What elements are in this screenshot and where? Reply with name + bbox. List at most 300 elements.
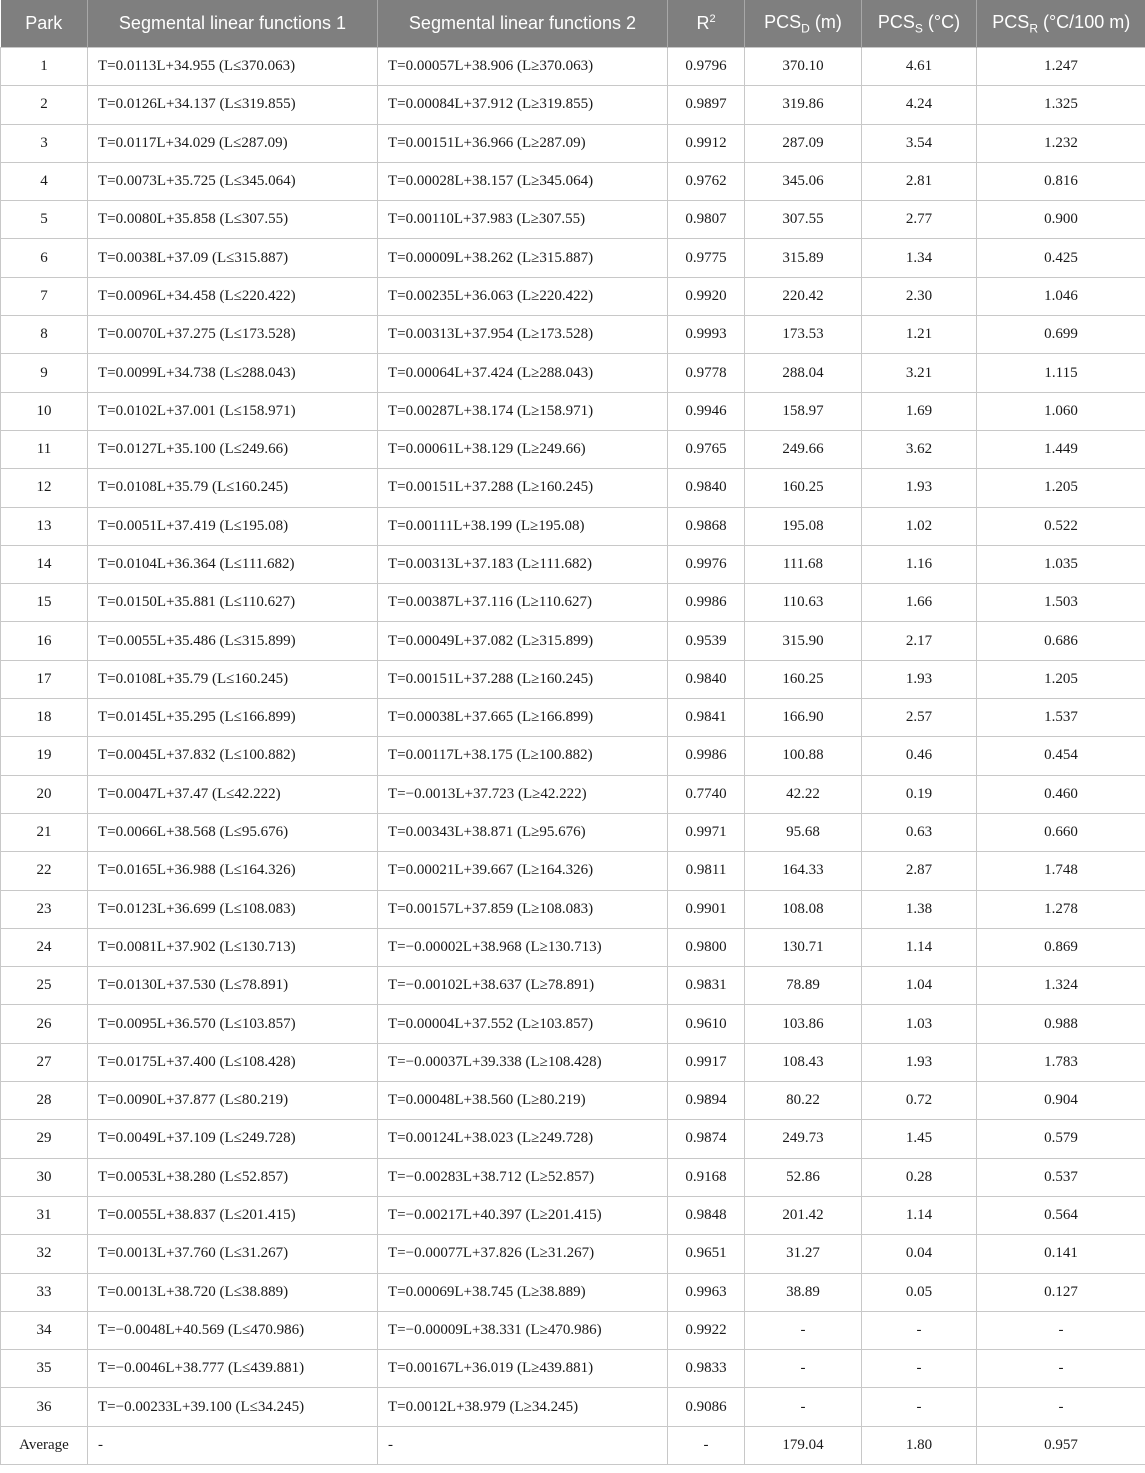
cell-seg-function-2: T=0.00151L+36.966 (L≥287.09): [378, 124, 668, 162]
header-r2-sup: 2: [709, 13, 716, 25]
header-park-label: Park: [25, 13, 63, 33]
cell-pcs-r: 0.579: [977, 1120, 1145, 1158]
table-row: [1, 1082, 1145, 1120]
cell-pcs-d: 179.04: [745, 1426, 862, 1464]
cell-park: 6: [1, 239, 88, 277]
cell-pcs-s: 2.57: [862, 699, 977, 737]
cell-pcs-r: 1.503: [977, 584, 1145, 622]
table-row: [1, 354, 1145, 392]
cell-seg-function-2: T=0.00157L+37.859 (L≥108.083): [378, 890, 668, 928]
cell-pcs-s: 2.30: [862, 277, 977, 315]
cell-park: 22: [1, 852, 88, 890]
cell-park: 19: [1, 737, 88, 775]
cell-r-squared: 0.9651: [668, 1235, 745, 1273]
cell-seg-function-2: T=0.00048L+38.560 (L≥80.219): [378, 1082, 668, 1120]
table-row: [1, 162, 1145, 200]
cell-seg-function-2: T=0.00117L+38.175 (L≥100.882): [378, 737, 668, 775]
cell-pcs-r: 0.816: [977, 162, 1145, 200]
cell-pcs-s: 1.66: [862, 584, 977, 622]
cell-pcs-r: 0.564: [977, 1196, 1145, 1234]
cell-park: 10: [1, 392, 88, 430]
cell-seg-function-1: T=0.0013L+38.720 (L≤38.889): [88, 1273, 378, 1311]
cell-pcs-s: 2.77: [862, 201, 977, 239]
cell-pcs-d: 166.90: [745, 699, 862, 737]
header-pcss: [862, 0, 977, 48]
cell-seg-function-1: T=0.0013L+37.760 (L≤31.267): [88, 1235, 378, 1273]
cell-seg-function-2: T=−0.00102L+38.637 (L≥78.891): [378, 967, 668, 1005]
cell-pcs-s: 1.93: [862, 1043, 977, 1081]
cell-pcs-s: -: [862, 1311, 977, 1349]
cell-r-squared: 0.9917: [668, 1043, 745, 1081]
table-row: [1, 890, 1145, 928]
table-row: [1, 1196, 1145, 1234]
cell-pcs-r: 0.127: [977, 1273, 1145, 1311]
cell-pcs-d: 78.89: [745, 967, 862, 1005]
cell-park: 20: [1, 775, 88, 813]
cell-r-squared: 0.9874: [668, 1120, 745, 1158]
cell-seg-function-1: T=0.0073L+35.725 (L≤345.064): [88, 162, 378, 200]
cell-seg-function-2: T=0.00313L+37.183 (L≥111.682): [378, 545, 668, 583]
cell-pcs-r: 0.686: [977, 622, 1145, 660]
cell-seg-function-2: T=0.00021L+39.667 (L≥164.326): [378, 852, 668, 890]
cell-park: Average: [1, 1426, 88, 1464]
cell-park: 16: [1, 622, 88, 660]
cell-pcs-r: 1.325: [977, 86, 1145, 124]
cell-seg-function-1: T=0.0055L+38.837 (L≤201.415): [88, 1196, 378, 1234]
cell-pcs-d: 220.42: [745, 277, 862, 315]
cell-pcs-r: 1.324: [977, 967, 1145, 1005]
header-pcss-base: PCS: [877, 11, 915, 32]
table-row: [1, 737, 1145, 775]
cell-r-squared: 0.9894: [668, 1082, 745, 1120]
cell-r-squared: 0.9976: [668, 545, 745, 583]
table-row: [1, 1235, 1145, 1273]
cell-r-squared: 0.9993: [668, 316, 745, 354]
cell-r-squared: 0.7740: [668, 775, 745, 813]
cell-seg-function-1: T=0.0130L+37.530 (L≤78.891): [88, 967, 378, 1005]
header-pcsr: [977, 0, 1145, 48]
cell-park: 30: [1, 1158, 88, 1196]
cell-r-squared: 0.9901: [668, 890, 745, 928]
cell-pcs-r: 0.141: [977, 1235, 1145, 1273]
cell-pcs-d: 370.10: [745, 48, 862, 86]
cell-r-squared: 0.9971: [668, 813, 745, 851]
table-row: [1, 1120, 1145, 1158]
cell-park: 13: [1, 507, 88, 545]
cell-r-squared: 0.9831: [668, 967, 745, 1005]
cell-seg-function-2: T=0.00387L+37.116 (L≥110.627): [378, 584, 668, 622]
table-row: [1, 1158, 1145, 1196]
cell-seg-function-2: T=0.00069L+38.745 (L≥38.889): [378, 1273, 668, 1311]
cell-pcs-d: 249.66: [745, 430, 862, 468]
cell-pcs-s: 0.72: [862, 1082, 977, 1120]
cell-park: 14: [1, 545, 88, 583]
cell-pcs-s: 0.63: [862, 813, 977, 851]
cell-pcs-r: 1.278: [977, 890, 1145, 928]
cell-r-squared: 0.9168: [668, 1158, 745, 1196]
cell-pcs-s: 0.28: [862, 1158, 977, 1196]
cell-pcs-d: 201.42: [745, 1196, 862, 1234]
cell-pcs-s: 2.81: [862, 162, 977, 200]
cell-seg-function-2: T=−0.00002L+38.968 (L≥130.713): [378, 928, 668, 966]
cell-seg-function-1: T=0.0126L+34.137 (L≤319.855): [88, 86, 378, 124]
table-row: [1, 1043, 1145, 1081]
cell-pcs-d: 307.55: [745, 201, 862, 239]
cell-park: 25: [1, 967, 88, 1005]
cell-pcs-r: 0.957: [977, 1426, 1145, 1464]
cell-pcs-d: 95.68: [745, 813, 862, 851]
cell-park: 15: [1, 584, 88, 622]
table-row: [1, 584, 1145, 622]
cell-pcs-d: 38.89: [745, 1273, 862, 1311]
header-pcsd-base: PCS: [764, 11, 802, 32]
cell-pcs-d: 100.88: [745, 737, 862, 775]
header-seg2-label: Segmental linear functions 2: [408, 13, 637, 33]
cell-pcs-r: 0.904: [977, 1082, 1145, 1120]
cell-pcs-r: 1.060: [977, 392, 1145, 430]
cell-park: 3: [1, 124, 88, 162]
cell-park: 11: [1, 430, 88, 468]
cell-seg-function-1: T=0.0080L+35.858 (L≤307.55): [88, 201, 378, 239]
cell-r-squared: 0.9807: [668, 201, 745, 239]
cell-pcs-r: 0.699: [977, 316, 1145, 354]
cell-seg-function-1: T=−0.00233L+39.100 (L≤34.245): [88, 1388, 378, 1426]
cell-seg-function-2: T=0.0012L+38.979 (L≥34.245): [378, 1388, 668, 1426]
cell-r-squared: 0.9986: [668, 584, 745, 622]
cell-pcs-d: 287.09: [745, 124, 862, 162]
cell-pcs-d: 315.90: [745, 622, 862, 660]
cell-r-squared: 0.9775: [668, 239, 745, 277]
cell-pcs-s: -: [862, 1350, 977, 1388]
table-row: [1, 660, 1145, 698]
cell-park: 28: [1, 1082, 88, 1120]
cell-pcs-d: 173.53: [745, 316, 862, 354]
cell-pcs-r: 0.522: [977, 507, 1145, 545]
cell-seg-function-2: T=0.00057L+38.906 (L≥370.063): [378, 48, 668, 86]
cell-seg-function-2: T=0.00061L+38.129 (L≥249.66): [378, 430, 668, 468]
cell-park: 26: [1, 1005, 88, 1043]
cell-seg-function-2: T=0.00064L+37.424 (L≥288.043): [378, 354, 668, 392]
cell-pcs-s: 1.93: [862, 660, 977, 698]
table-body: [1, 48, 1145, 1465]
table-row: [1, 316, 1145, 354]
header-pcss-unit: (°C): [922, 11, 961, 32]
table-row: [1, 545, 1145, 583]
cell-r-squared: 0.9897: [668, 86, 745, 124]
cell-pcs-d: -: [745, 1388, 862, 1426]
cell-park: 24: [1, 928, 88, 966]
cell-pcs-r: 1.046: [977, 277, 1145, 315]
cell-pcs-s: 1.21: [862, 316, 977, 354]
cell-pcs-d: 130.71: [745, 928, 862, 966]
cell-pcs-d: 103.86: [745, 1005, 862, 1043]
cell-r-squared: 0.9811: [668, 852, 745, 890]
header-seg2: [378, 0, 668, 48]
cell-r-squared: 0.9610: [668, 1005, 745, 1043]
cell-pcs-r: -: [977, 1388, 1145, 1426]
table-header: [1, 0, 1145, 48]
cell-r-squared: 0.9922: [668, 1311, 745, 1349]
cell-pcs-d: 158.97: [745, 392, 862, 430]
cell-seg-function-2: T=0.00004L+37.552 (L≥103.857): [378, 1005, 668, 1043]
cell-pcs-r: 0.425: [977, 239, 1145, 277]
table-row: [1, 775, 1145, 813]
table-row: [1, 1388, 1145, 1426]
cell-seg-function-1: T=0.0104L+36.364 (L≤111.682): [88, 545, 378, 583]
cell-park: 2: [1, 86, 88, 124]
cell-r-squared: 0.9086: [668, 1388, 745, 1426]
cell-pcs-r: 1.449: [977, 430, 1145, 468]
cell-seg-function-2: T=−0.00217L+40.397 (L≥201.415): [378, 1196, 668, 1234]
cell-r-squared: 0.9963: [668, 1273, 745, 1311]
table-row: [1, 1311, 1145, 1349]
cell-pcs-r: 1.035: [977, 545, 1145, 583]
cell-seg-function-2: T=−0.00283L+38.712 (L≥52.857): [378, 1158, 668, 1196]
cell-pcs-s: 1.93: [862, 469, 977, 507]
cell-r-squared: 0.9796: [668, 48, 745, 86]
cell-seg-function-2: T=−0.00077L+37.826 (L≥31.267): [378, 1235, 668, 1273]
cell-pcs-s: 1.38: [862, 890, 977, 928]
cell-pcs-r: -: [977, 1350, 1145, 1388]
header-r2: [668, 0, 745, 48]
table-row: [1, 392, 1145, 430]
cell-seg-function-1: T=0.0150L+35.881 (L≤110.627): [88, 584, 378, 622]
cell-pcs-s: 2.87: [862, 852, 977, 890]
table-row: [1, 86, 1145, 124]
cell-seg-function-2: T=0.00038L+37.665 (L≥166.899): [378, 699, 668, 737]
cell-seg-function-1: T=0.0102L+37.001 (L≤158.971): [88, 392, 378, 430]
cell-seg-function-2: T=0.00151L+37.288 (L≥160.245): [378, 660, 668, 698]
table-row: [1, 1273, 1145, 1311]
cell-pcs-s: 1.34: [862, 239, 977, 277]
cell-seg-function-2: T=0.00151L+37.288 (L≥160.245): [378, 469, 668, 507]
cell-seg-function-1: -: [88, 1426, 378, 1464]
cell-r-squared: 0.9765: [668, 430, 745, 468]
header-pcsd-unit: (m): [809, 11, 842, 32]
cell-seg-function-2: T=−0.00009L+38.331 (L≥470.986): [378, 1311, 668, 1349]
cell-seg-function-2: T=0.00235L+36.063 (L≥220.422): [378, 277, 668, 315]
cell-park: 4: [1, 162, 88, 200]
cell-seg-function-1: T=0.0127L+35.100 (L≤249.66): [88, 430, 378, 468]
cell-pcs-d: 195.08: [745, 507, 862, 545]
cell-seg-function-2: T=0.00028L+38.157 (L≥345.064): [378, 162, 668, 200]
cell-pcs-s: 1.80: [862, 1426, 977, 1464]
cell-pcs-r: -: [977, 1311, 1145, 1349]
cell-seg-function-1: T=0.0053L+38.280 (L≤52.857): [88, 1158, 378, 1196]
cell-pcs-r: 0.537: [977, 1158, 1145, 1196]
table-row: [1, 430, 1145, 468]
header-pcsd-sub: D: [801, 21, 810, 36]
cell-seg-function-1: T=0.0038L+37.09 (L≤315.887): [88, 239, 378, 277]
cell-pcs-s: 1.45: [862, 1120, 977, 1158]
cell-seg-function-2: T=−0.00037L+39.338 (L≥108.428): [378, 1043, 668, 1081]
cell-park: 8: [1, 316, 88, 354]
cell-seg-function-2: T=0.00124L+38.023 (L≥249.728): [378, 1120, 668, 1158]
cell-r-squared: 0.9840: [668, 660, 745, 698]
cell-r-squared: 0.9920: [668, 277, 745, 315]
cell-seg-function-1: T=0.0108L+35.79 (L≤160.245): [88, 469, 378, 507]
cell-pcs-d: 110.63: [745, 584, 862, 622]
cell-pcs-r: 1.232: [977, 124, 1145, 162]
cell-pcs-r: 1.537: [977, 699, 1145, 737]
cell-pcs-r: 1.205: [977, 469, 1145, 507]
cell-pcs-s: 1.03: [862, 1005, 977, 1043]
cell-seg-function-1: T=0.0108L+35.79 (L≤160.245): [88, 660, 378, 698]
table-row: [1, 124, 1145, 162]
cell-pcs-d: 249.73: [745, 1120, 862, 1158]
table-row: [1, 1426, 1145, 1464]
cell-park: 33: [1, 1273, 88, 1311]
cell-pcs-r: 1.247: [977, 48, 1145, 86]
header-park: [1, 0, 88, 48]
cell-pcs-d: 288.04: [745, 354, 862, 392]
header-seg1: [88, 0, 378, 48]
cell-r-squared: 0.9986: [668, 737, 745, 775]
table-row: [1, 813, 1145, 851]
cell-seg-function-2: T=0.00287L+38.174 (L≥158.971): [378, 392, 668, 430]
cell-seg-function-1: T=0.0175L+37.400 (L≤108.428): [88, 1043, 378, 1081]
cell-seg-function-1: T=0.0096L+34.458 (L≤220.422): [88, 277, 378, 315]
cell-pcs-s: 1.04: [862, 967, 977, 1005]
cell-pcs-s: 3.54: [862, 124, 977, 162]
table-row: [1, 852, 1145, 890]
cell-park: 1: [1, 48, 88, 86]
cell-r-squared: 0.9868: [668, 507, 745, 545]
cell-park: 12: [1, 469, 88, 507]
cell-r-squared: 0.9800: [668, 928, 745, 966]
cell-pcs-s: 1.16: [862, 545, 977, 583]
cell-seg-function-1: T=0.0051L+37.419 (L≤195.08): [88, 507, 378, 545]
table-row: [1, 1350, 1145, 1388]
cell-seg-function-1: T=0.0165L+36.988 (L≤164.326): [88, 852, 378, 890]
cell-park: 29: [1, 1120, 88, 1158]
cell-pcs-d: 80.22: [745, 1082, 862, 1120]
cell-pcs-s: 0.05: [862, 1273, 977, 1311]
cell-pcs-d: 111.68: [745, 545, 862, 583]
cell-pcs-s: 1.02: [862, 507, 977, 545]
cell-pcs-r: 1.748: [977, 852, 1145, 890]
cell-pcs-d: -: [745, 1311, 862, 1349]
cell-pcs-r: 0.900: [977, 201, 1145, 239]
cell-r-squared: 0.9946: [668, 392, 745, 430]
header-pcsr-unit: (°C/100 m): [1037, 11, 1131, 32]
header-seg1-label: Segmental linear functions 1: [118, 13, 347, 33]
cell-seg-function-1: T=0.0090L+37.877 (L≤80.219): [88, 1082, 378, 1120]
cell-seg-function-1: T=0.0070L+37.275 (L≤173.528): [88, 316, 378, 354]
cell-seg-function-1: T=0.0049L+37.109 (L≤249.728): [88, 1120, 378, 1158]
cell-park: 17: [1, 660, 88, 698]
cell-pcs-r: 0.869: [977, 928, 1145, 966]
cell-pcs-r: 0.460: [977, 775, 1145, 813]
cell-seg-function-1: T=0.0081L+37.902 (L≤130.713): [88, 928, 378, 966]
cell-r-squared: 0.9848: [668, 1196, 745, 1234]
cell-pcs-s: 1.14: [862, 1196, 977, 1234]
cell-seg-function-1: T=0.0113L+34.955 (L≤370.063): [88, 48, 378, 86]
cell-pcs-d: 319.86: [745, 86, 862, 124]
table-row: [1, 48, 1145, 86]
table-row: [1, 622, 1145, 660]
cell-pcs-s: 3.62: [862, 430, 977, 468]
table-row: [1, 277, 1145, 315]
cell-pcs-d: 31.27: [745, 1235, 862, 1273]
cell-park: 23: [1, 890, 88, 928]
cell-seg-function-2: T=0.00167L+36.019 (L≥439.881): [378, 1350, 668, 1388]
cell-pcs-r: 1.783: [977, 1043, 1145, 1081]
cell-pcs-d: 160.25: [745, 469, 862, 507]
cell-pcs-d: 108.43: [745, 1043, 862, 1081]
cell-pcs-r: 0.988: [977, 1005, 1145, 1043]
cell-pcs-s: -: [862, 1388, 977, 1426]
cell-pcs-r: 0.660: [977, 813, 1145, 851]
cell-pcs-d: 42.22: [745, 775, 862, 813]
cell-park: 32: [1, 1235, 88, 1273]
table-row: [1, 469, 1145, 507]
cell-park: 31: [1, 1196, 88, 1234]
cell-pcs-d: 345.06: [745, 162, 862, 200]
cell-pcs-s: 0.04: [862, 1235, 977, 1273]
cell-seg-function-2: -: [378, 1426, 668, 1464]
cell-r-squared: 0.9840: [668, 469, 745, 507]
cell-pcs-d: 52.86: [745, 1158, 862, 1196]
cell-park: 5: [1, 201, 88, 239]
cell-pcs-s: 0.46: [862, 737, 977, 775]
table-row: [1, 507, 1145, 545]
cell-park: 18: [1, 699, 88, 737]
cell-seg-function-2: T=0.00049L+37.082 (L≥315.899): [378, 622, 668, 660]
cell-seg-function-1: T=0.0047L+37.47 (L≤42.222): [88, 775, 378, 813]
cell-r-squared: 0.9762: [668, 162, 745, 200]
table-row: [1, 967, 1145, 1005]
table-row: [1, 201, 1145, 239]
cell-seg-function-2: T=0.00110L+37.983 (L≥307.55): [378, 201, 668, 239]
cell-seg-function-2: T=0.00313L+37.954 (L≥173.528): [378, 316, 668, 354]
table-row: [1, 239, 1145, 277]
table-row: [1, 699, 1145, 737]
cell-pcs-s: 2.17: [862, 622, 977, 660]
cell-pcs-r: 0.454: [977, 737, 1145, 775]
cell-pcs-d: 160.25: [745, 660, 862, 698]
cell-pcs-s: 0.19: [862, 775, 977, 813]
cell-seg-function-1: T=0.0099L+34.738 (L≤288.043): [88, 354, 378, 392]
cell-pcs-d: 108.08: [745, 890, 862, 928]
cell-seg-function-1: T=0.0055L+35.486 (L≤315.899): [88, 622, 378, 660]
cell-pcs-s: 1.14: [862, 928, 977, 966]
cell-r-squared: 0.9778: [668, 354, 745, 392]
cell-seg-function-1: T=0.0045L+37.832 (L≤100.882): [88, 737, 378, 775]
cell-seg-function-1: T=0.0066L+38.568 (L≤95.676): [88, 813, 378, 851]
cell-seg-function-1: T=−0.0046L+38.777 (L≤439.881): [88, 1350, 378, 1388]
cell-r-squared: -: [668, 1426, 745, 1464]
cell-seg-function-1: T=0.0095L+36.570 (L≤103.857): [88, 1005, 378, 1043]
header-r2-base: R: [696, 13, 710, 33]
cell-seg-function-1: T=−0.0048L+40.569 (L≤470.986): [88, 1311, 378, 1349]
cell-seg-function-1: T=0.0123L+36.699 (L≤108.083): [88, 890, 378, 928]
cell-seg-function-1: T=0.0145L+35.295 (L≤166.899): [88, 699, 378, 737]
cell-r-squared: 0.9841: [668, 699, 745, 737]
cell-r-squared: 0.9912: [668, 124, 745, 162]
cell-pcs-r: 1.115: [977, 354, 1145, 392]
cell-park: 27: [1, 1043, 88, 1081]
cell-r-squared: 0.9833: [668, 1350, 745, 1388]
table-row: [1, 1005, 1145, 1043]
header-pcsd: [745, 0, 862, 48]
cell-park: 21: [1, 813, 88, 851]
cell-seg-function-2: T=0.00009L+38.262 (L≥315.887): [378, 239, 668, 277]
cell-pcs-d: -: [745, 1350, 862, 1388]
cell-park: 35: [1, 1350, 88, 1388]
cell-pcs-s: 4.24: [862, 86, 977, 124]
cell-pcs-r: 1.205: [977, 660, 1145, 698]
